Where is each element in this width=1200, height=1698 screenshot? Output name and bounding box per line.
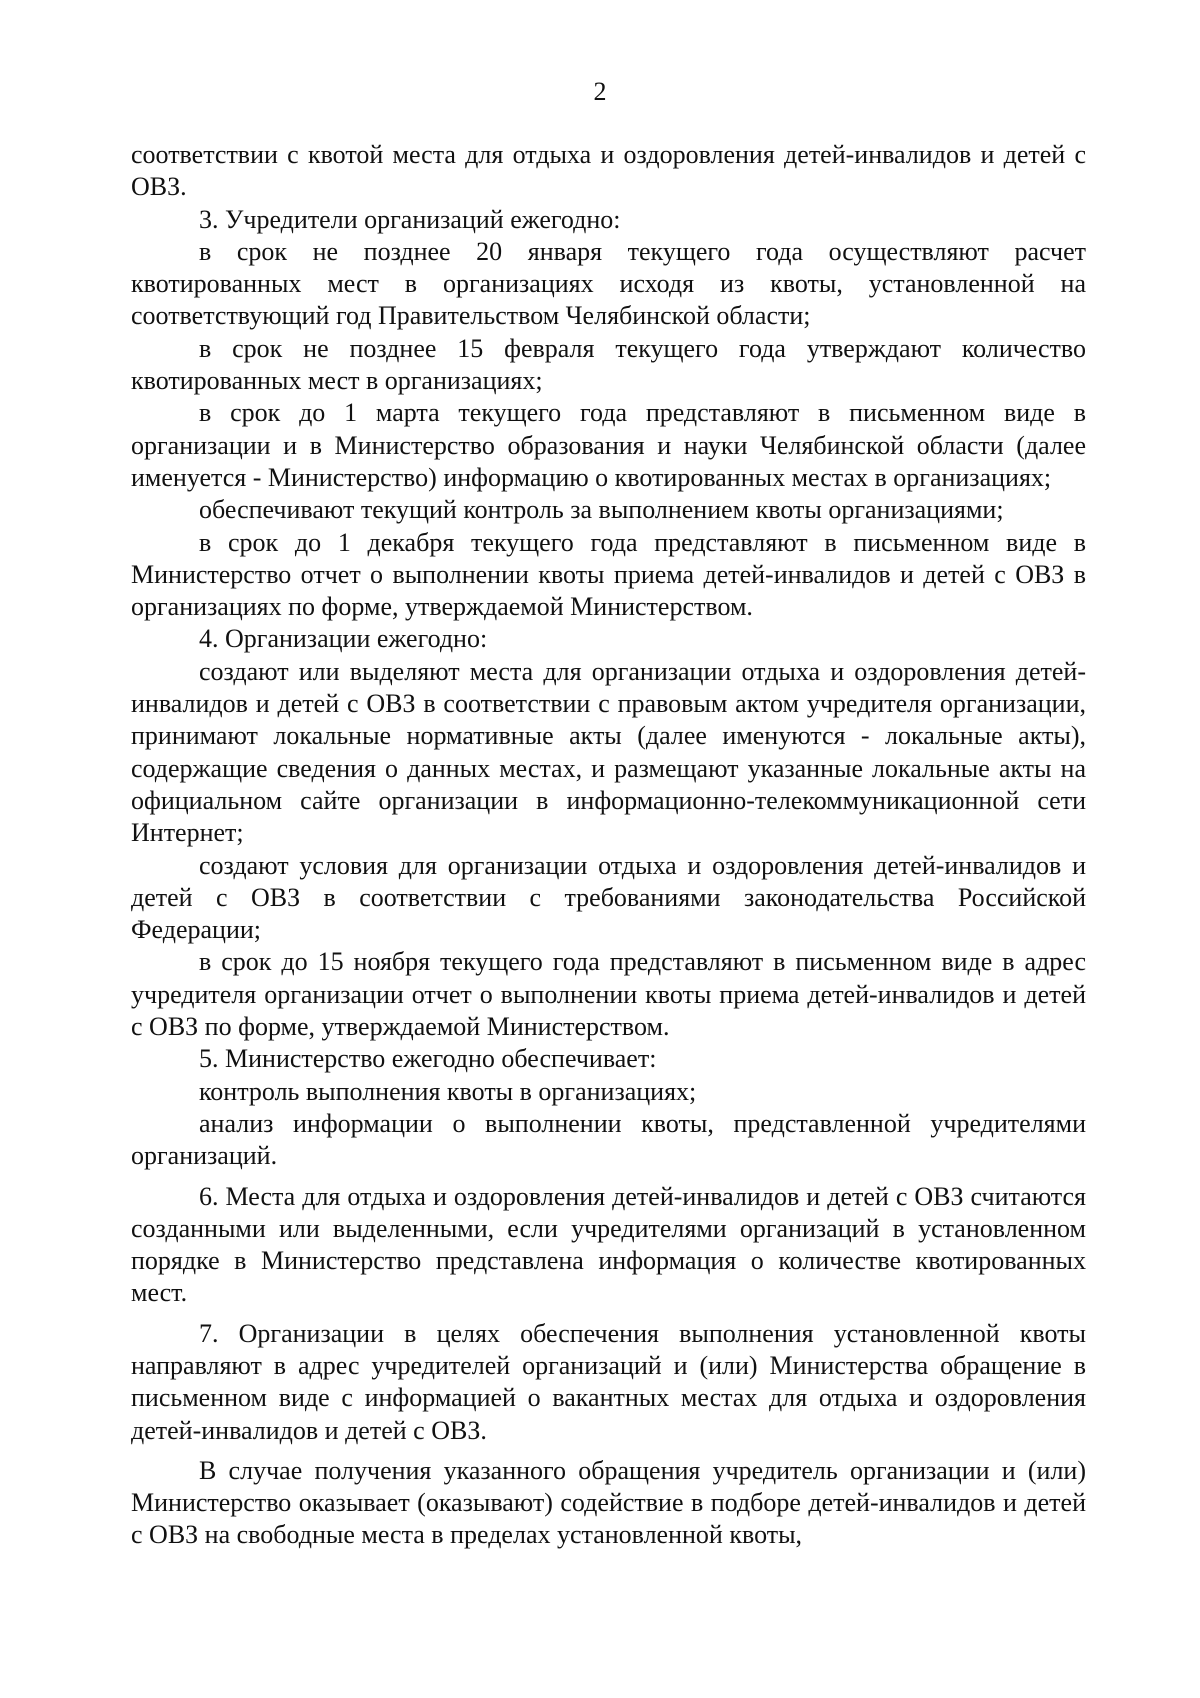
section-3-item-1: в срок не позднее 20 января текущего года осуществляют расчет квотированных мест в организациях исходя из квоты, установленной на соответствующий год Правительством Челябинской области;	[131, 236, 1086, 331]
section-3-item-3: в срок до 1 марта текущего года представляют в письменном виде в организации и в Министерство образования и науки Челябинской области (далее именуется - Министерство) информацию о квотированных местах в организациях;	[131, 398, 1086, 492]
section-4-item-2: создают условия для организации отдыха и оздоровления детей-инвалидов и детей с ОВЗ в соответствии с требованиями законодательства Российской Федерации;	[131, 850, 1086, 945]
section-6-paragraph: 6. Места для отдыха и оздоровления детей-инвалидов и детей с ОВЗ считаются созданными или выделенными, если учредителями организаций в установленном порядке в Министерство представлена информация о количестве квотированных мест.	[131, 1181, 1086, 1308]
section-4-item-3: в срок до 15 ноября текущего года представляют в письменном виде в адрес учредителя организации отчет о выполнении квоты приема детей-инвалидов и детей с ОВЗ по форме, утверждаемой Министерством.	[131, 947, 1086, 1042]
section-3-item-4: обеспечивают текущий контроль за выполнением квоты организациями;	[199, 495, 1004, 525]
section-5-item-2: анализ информации о выполнении квоты, представленной учредителями организаций.	[131, 1108, 1086, 1171]
page-number: 2	[593, 77, 607, 106]
section-5-item-1: контроль выполнения квоты в организациях;	[199, 1076, 697, 1106]
closing-paragraph: В случае получения указанного обращения учредитель организации и (или) Министерство оказывает (оказывают) содействие в подборе детей-инвалидов и детей с ОВЗ на свободные места в пределах установленной квоты,	[131, 1455, 1086, 1550]
document-body	[131, 139, 1086, 1552]
section-3-item-2: в срок не позднее 15 февраля текущего года утверждают количество квотированных мест в организациях;	[131, 333, 1086, 396]
section-3-heading: 3. Учредители организаций ежегодно:	[199, 204, 621, 234]
section-4-item-1: создают или выделяют места для организации отдыха и оздоровления детей-инвалидов и детей с ОВЗ в соответствии с правовым актом учредителя организации, принимают локальные нормативные акты (далее именуются - локальные акты), содержащие сведения о данных местах, и размещают указанные локальные акты на официальном сайте организации в информационно-телекоммуникационной сети Интернет;	[131, 656, 1086, 848]
section-7-paragraph: 7. Организации в целях обеспечения выполнения установленной квоты направляют в адрес учредителей организаций и (или) Министерства обращение в письменном виде с информацией о вакантных местах для отдыха и оздоровления детей-инвалидов и детей с ОВЗ.	[131, 1318, 1086, 1445]
section-5-heading: 5. Министерство ежегодно обеспечивает:	[199, 1044, 657, 1074]
paragraph-continuation: соответствии с квотой места для отдыха и оздоровления детей-инвалидов и детей с ОВЗ.	[131, 140, 1086, 202]
section-3-item-5: в срок до 1 декабря текущего года представляют в письменном виде в Министерство отчет о выполнении квоты приема детей-инвалидов и детей с ОВЗ в организациях по форме, утверждаемой Министерством.	[131, 527, 1086, 622]
section-4-heading: 4. Организации ежегодно:	[199, 624, 488, 654]
